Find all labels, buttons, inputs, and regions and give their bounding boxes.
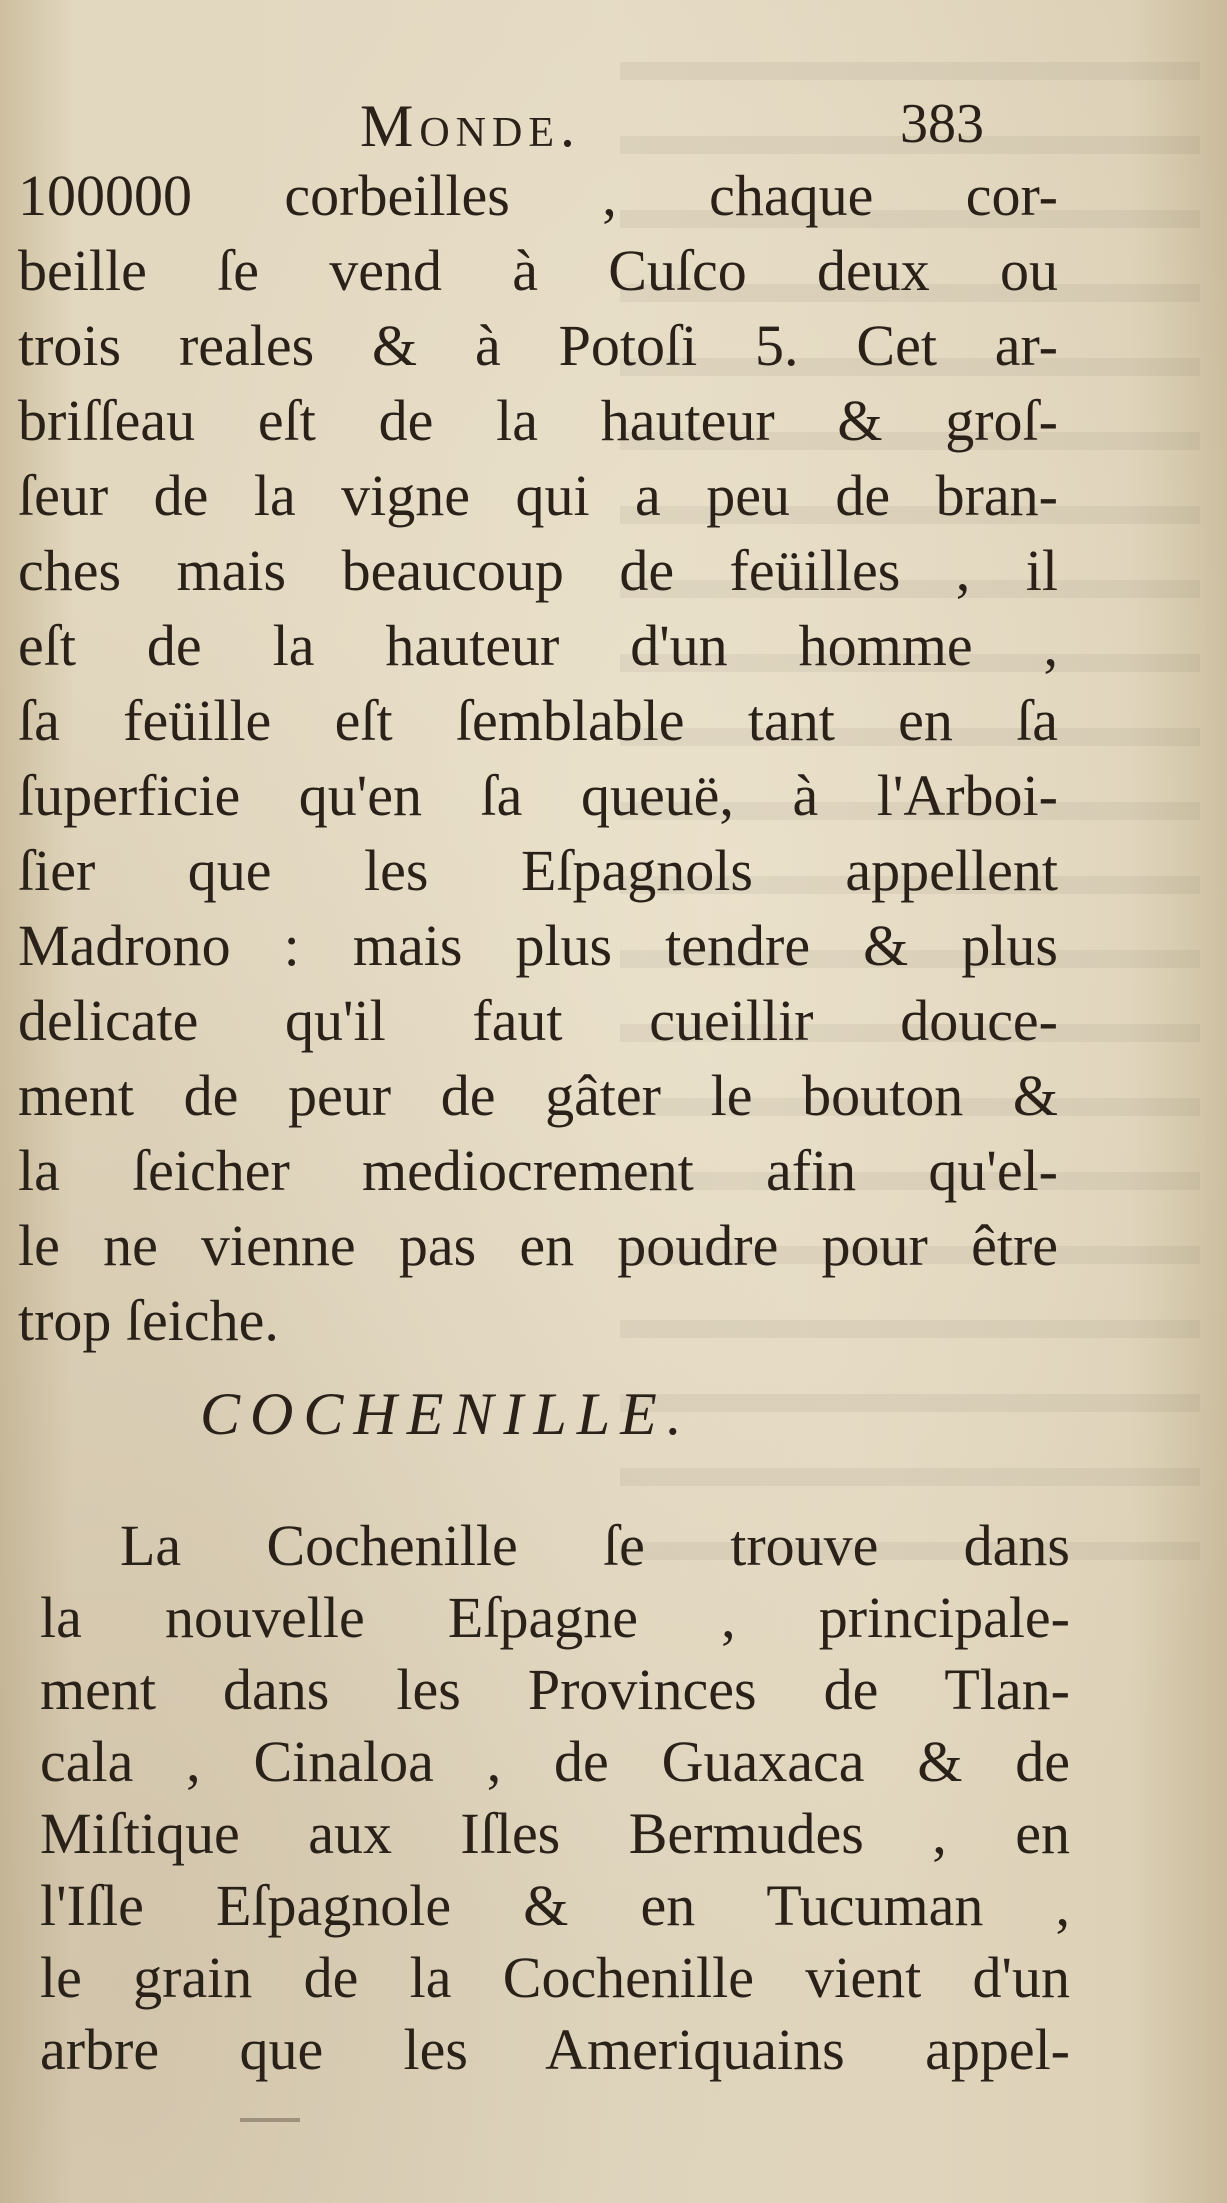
text-line: ſa feüille eſt ſemblable tant en ſa <box>18 688 1058 753</box>
text-line: delicate qu'il faut cueillir douce- <box>18 988 1058 1053</box>
running-title: Monde. <box>360 93 581 159</box>
text-line: cala , Cinaloa , de Guaxaca & de <box>40 1729 1070 1794</box>
text-line: ment de peur de gâter le bouton & <box>18 1063 1058 1128</box>
text-line: ſeur de la vigne qui a peu de bran- <box>18 463 1058 528</box>
text-line-first: La Cochenille ſe trouve dans <box>120 1513 1070 1578</box>
text-line: le grain de la Cochenille vient d'un <box>40 1945 1070 2010</box>
text-line: la nouvelle Eſpagne , principale- <box>40 1585 1070 1650</box>
text-line: arbre que les Ameriquains appel- <box>40 2017 1070 2082</box>
text-line: l'Iſle Eſpagnole & en Tucuman , <box>40 1873 1070 1938</box>
text-line: 100000 corbeilles , chaque cor- <box>18 163 1058 228</box>
section-heading: COCHENILLE. <box>200 1381 692 1447</box>
text-line: trois reales & à Potoſi 5. Cet ar- <box>18 313 1058 378</box>
text-line-last: trop ſeiche. <box>18 1288 279 1353</box>
text-line: eſt de la hauteur d'un homme , <box>18 613 1058 678</box>
paragraph-cochenille <box>40 1510 1070 2086</box>
page-number: 383 <box>900 93 984 155</box>
text-line: briſſeau eſt de la hauteur & groſ- <box>18 388 1058 453</box>
text-line: ſuperficie qu'en ſa queuë, à l'Arboi- <box>18 763 1058 828</box>
text-line: ſier que les Eſpagnols appellent <box>18 838 1058 903</box>
text-line: Miſtique aux Iſles Bermudes , en <box>40 1801 1070 1866</box>
text-line: ches mais beaucoup de feüilles , il <box>18 538 1058 603</box>
bottom-rule <box>240 2118 300 2122</box>
text-line: beille ſe vend à Cuſco deux ou <box>18 238 1058 303</box>
text-line: le ne vienne pas en poudre pour être <box>18 1213 1058 1278</box>
paragraph-continued <box>18 158 1058 1358</box>
text-line: ment dans les Provinces de Tlan- <box>40 1657 1070 1722</box>
text-line: Madrono : mais plus tendre & plus <box>18 913 1058 978</box>
text-line: la ſeicher mediocrement afin qu'el- <box>18 1138 1058 1203</box>
